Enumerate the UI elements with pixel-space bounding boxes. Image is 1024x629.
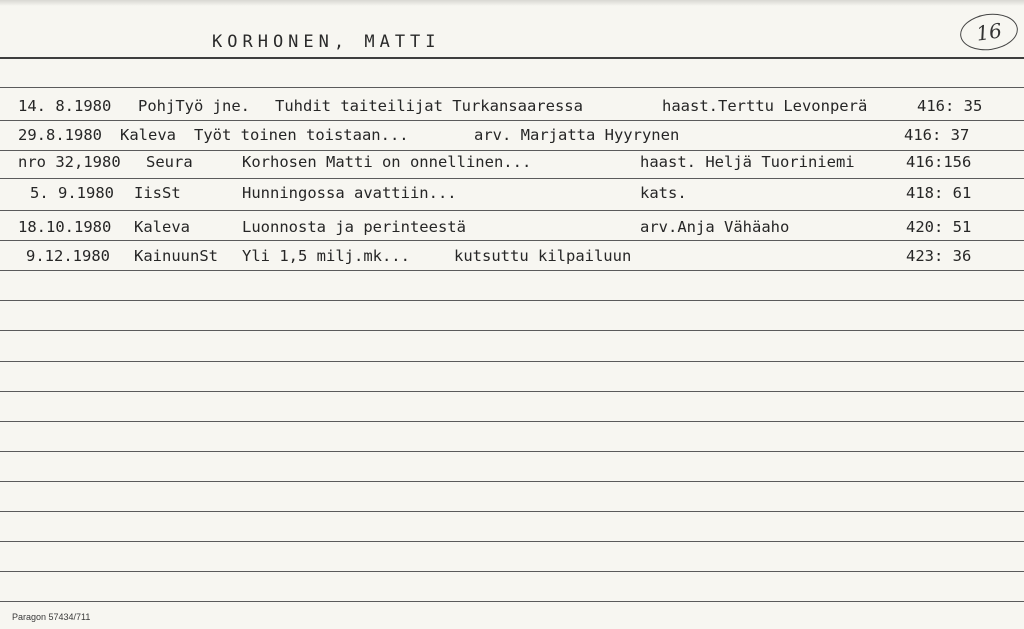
entry-ref: 416: 35 [917,97,983,115]
entry-row [0,94,1024,118]
entry-row [0,123,1024,147]
entry-source: Seura [146,153,193,171]
ruled-line [0,330,1024,331]
entry-source: PohjTyö jne. [138,97,250,115]
entry-ref: 418: 61 [906,184,972,202]
entry-date: 29.8.1980 [18,126,102,144]
entry-source: IisSt [134,184,181,202]
ruled-line [0,178,1024,179]
entry-date: nro 32,1980 [18,153,121,171]
ruled-line [0,481,1024,482]
entry-ref: 420: 51 [906,218,972,236]
entry-title: Hunningossa avattiin... [242,184,457,202]
ruled-line [0,240,1024,241]
entry-note: kutsuttu kilpailuun [454,247,632,265]
entry-ref: 416: 37 [904,126,970,144]
ruled-line [0,120,1024,121]
ruled-line [0,541,1024,542]
entry-row [0,150,1024,174]
entry-row [0,215,1024,239]
entry-title: Työt toinen toistaan... [194,126,409,144]
entry-note: arv.Anja Vähäaho [640,218,790,236]
entry-title: Yli 1,5 milj.mk... [242,247,410,265]
ruled-line [0,361,1024,362]
ruled-line [0,601,1024,602]
entry-row [0,181,1024,205]
ruled-line [0,511,1024,512]
entry-title: Korhosen Matti on onnellinen... [242,153,532,171]
entry-note: haast. Heljä Tuoriniemi [640,153,855,171]
header-rule [0,57,1024,59]
entry-date: 14. 8.1980 [18,97,112,115]
card-top-edge [0,0,1024,6]
ruled-line [0,87,1024,88]
entry-title: Luonnosta ja perinteestä [242,218,466,236]
entry-source: Kaleva [120,126,176,144]
entry-ref: 416:156 [906,153,972,171]
ruled-line [0,270,1024,271]
entry-note: haast.Terttu Levonperä [662,97,868,115]
entry-ref: 423: 36 [906,247,972,265]
ruled-line [0,451,1024,452]
printer-mark: Paragon 57434/711 [12,612,91,622]
ruled-line [0,421,1024,422]
ruled-line [0,391,1024,392]
entry-date: 5. 9.1980 [30,184,114,202]
card-name-heading: KORHONEN, MATTI [212,32,441,52]
ruled-line [0,210,1024,211]
entry-date: 9.12.1980 [26,247,110,265]
entry-source: KainuunSt [134,247,218,265]
entry-row [0,244,1024,268]
ruled-line [0,571,1024,572]
entry-date: 18.10.1980 [18,218,112,236]
entry-title: Tuhdit taiteilijat Turkansaaressa [275,97,583,115]
handwritten-page-number: 16 [958,10,1020,54]
entry-note: arv. Marjatta Hyyrynen [474,126,680,144]
ruled-line [0,300,1024,301]
entry-note: kats. [640,184,687,202]
entry-source: Kaleva [134,218,190,236]
